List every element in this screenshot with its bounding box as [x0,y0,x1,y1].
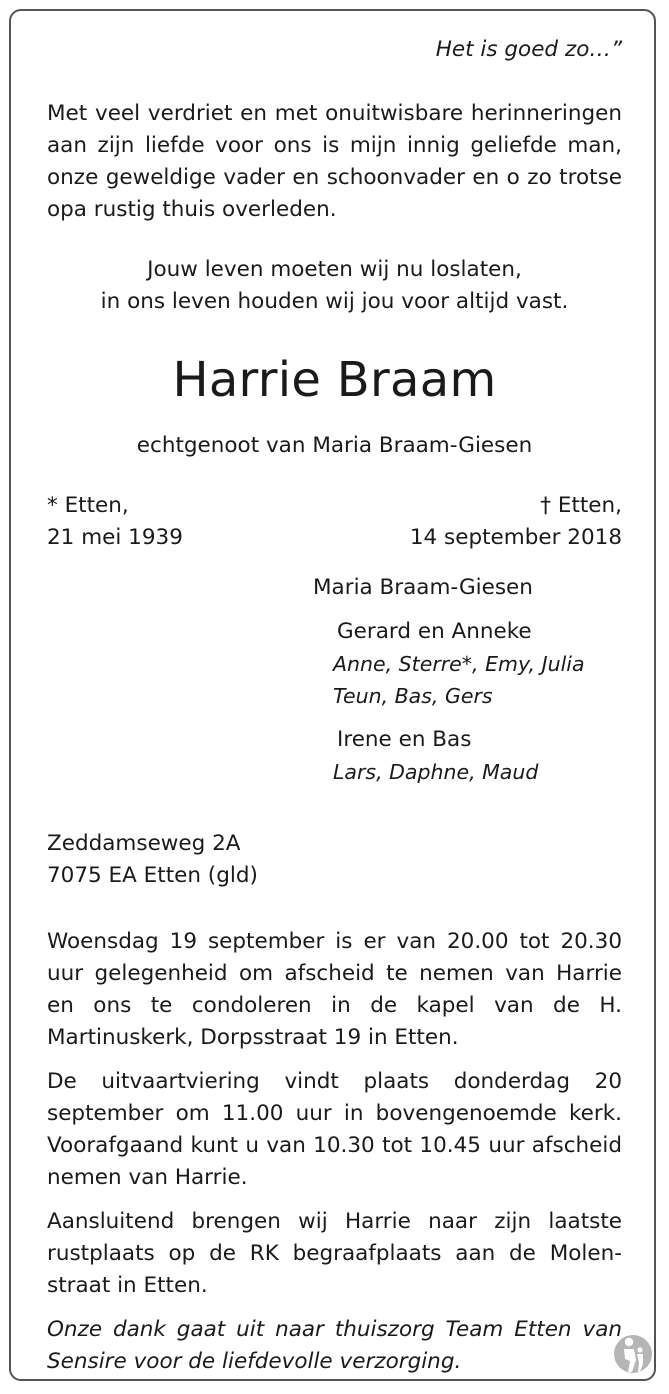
burial-paragraph: Aansluitend brengen wij Harrie naar zijn laatste rustplaats op de RK begraafplaats aan de Molen-straat in Etten. [47,1209,622,1298]
child-names: Irene en Bas [337,727,472,752]
grandchildren-line: Lars, Daphne, Maud [333,760,539,784]
grandchildren-line: Anne, Sterre*, Emy, Julia [333,652,585,676]
child-names: Gerard en Anneke [337,619,532,644]
child-family [333,616,622,712]
intro-paragraph: Met veel verdriet en met onuitwisbare herinneringen aan zijn liefde voor ons is mijn innig geliefde man, onze geweldige vader en schoonvader en o zo trotse opa rustig thuis overleden. [47,101,622,222]
spouse-line: echtgenoot van Maria Braam-Giesen [136,433,533,458]
life-dates [47,490,622,554]
opening-quote: Het is goed zo…” [435,37,622,62]
family-spouse: Maria Braam-Giesen [313,575,533,600]
family-list [313,572,622,788]
address-block [47,828,622,892]
funeral-paragraph: De uitvaartviering vindt plaats donderdag 20 september om 11.00 uur in bovengenoemde kerk. Voorafgaand kunt u van 10.30 tot 10.45 uur afscheid nemen van Harrie. [47,1069,622,1190]
poem-line-2: in ons leven houden wij jou voor altijd vast. [100,289,569,314]
poem-line-1: Jouw leven moeten wij nu loslaten, [147,257,522,282]
birth-info [47,490,183,554]
birth-date: 21 mei 1939 [47,525,183,550]
death-info [410,490,622,554]
death-date: 14 september 2018 [409,525,622,550]
grandchildren-line: Teun, Bas, Gers [333,684,493,708]
thanks-paragraph: Onze dank gaat uit naar thuiszorg Team Etten van Sensire voor de liefdevolle verzorging. [47,1317,622,1374]
birth-place: * Etten, [47,493,129,518]
death-place: † Etten, [540,493,622,518]
obituary-notice [47,30,622,1378]
publisher-logo-icon [612,1330,654,1378]
poem [47,254,622,318]
farewell-paragraph: Woensdag 19 september is er van 20.00 tot 20.30 uur gelegenheid om afscheid te nemen van Harrie en ons te condoleren in de kapel van de H. Martinuskerk, Dorpsstraat 19 in Etten. [47,929,622,1050]
deceased-name: Harrie Braam [172,352,497,408]
address-city: 7075 EA Etten (gld) [47,863,258,888]
address-street: Zeddamseweg 2A [47,831,241,856]
child-family [333,724,622,788]
